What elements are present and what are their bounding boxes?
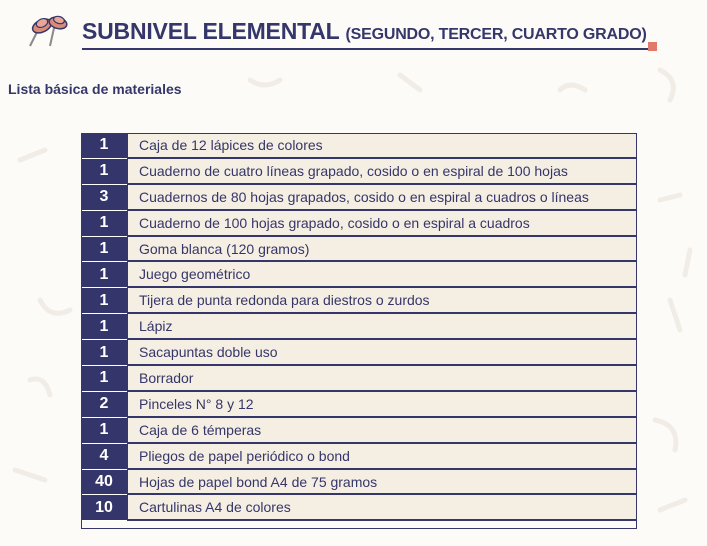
item-quantity: 4	[81, 444, 127, 470]
item-quantity: 10	[81, 495, 127, 521]
list-item	[81, 314, 637, 340]
list-item	[81, 392, 637, 418]
list-item	[81, 288, 637, 314]
item-description: Cuaderno de 100 hojas grapado, cosido o en espiral a cuadros	[127, 211, 637, 235]
item-quantity: 1	[81, 314, 127, 340]
item-quantity: 1	[81, 237, 127, 263]
item-quantity: 1	[81, 211, 127, 237]
item-description: Caja de 6 témperas	[127, 418, 637, 442]
list-item	[81, 418, 637, 444]
list-item	[81, 366, 637, 392]
push-pins-icon	[24, 12, 74, 52]
list-item	[81, 211, 637, 237]
item-description: Sacapuntas doble uso	[127, 340, 637, 364]
item-description: Cuadernos de 80 hojas grapados, cosido o en espiral a cuadros o líneas	[127, 185, 637, 209]
item-description: Cartulinas A4 de colores	[127, 495, 637, 519]
page-subtitle: (SEGUNDO, TERCER, CUARTO GRADO)	[345, 26, 647, 43]
item-quantity: 1	[81, 340, 127, 366]
title-accent-square	[648, 42, 657, 51]
item-quantity: 1	[81, 159, 127, 185]
list-item	[81, 340, 637, 366]
list-item	[81, 185, 637, 211]
item-quantity: 40	[81, 470, 127, 496]
item-description: Lápiz	[127, 314, 637, 338]
materials-list	[81, 133, 637, 521]
item-quantity: 3	[81, 185, 127, 211]
list-item	[81, 133, 637, 159]
item-description: Juego geométrico	[127, 262, 637, 286]
title-underline	[82, 48, 650, 50]
list-title: Lista básica de materiales	[8, 81, 182, 97]
item-quantity: 1	[81, 418, 127, 444]
list-item	[81, 262, 637, 288]
item-description: Cuaderno de cuatro líneas grapado, cosido o en espiral de 100 hojas	[127, 159, 637, 183]
item-description: Caja de 12 lápices de colores	[127, 133, 637, 157]
list-item	[81, 159, 637, 185]
item-description: Pinceles N° 8 y 12	[127, 392, 637, 416]
page-header	[24, 12, 664, 52]
page-title: SUBNIVEL ELEMENTAL (SEGUNDO, TERCER, CUARTO GRADO)	[82, 18, 647, 44]
item-description: Borrador	[127, 366, 637, 390]
list-item	[81, 470, 637, 496]
item-description: Tijera de punta redonda para diestros o zurdos	[127, 288, 637, 312]
item-description: Hojas de papel bond A4 de 75 gramos	[127, 470, 637, 494]
list-item	[81, 495, 637, 521]
item-quantity: 1	[81, 133, 127, 159]
item-quantity: 1	[81, 288, 127, 314]
list-item	[81, 444, 637, 470]
list-item	[81, 237, 637, 263]
item-description: Goma blanca (120 gramos)	[127, 237, 637, 261]
item-description: Pliegos de papel periódico o bond	[127, 444, 637, 468]
item-quantity: 1	[81, 366, 127, 392]
item-quantity: 1	[81, 262, 127, 288]
item-quantity: 2	[81, 392, 127, 418]
